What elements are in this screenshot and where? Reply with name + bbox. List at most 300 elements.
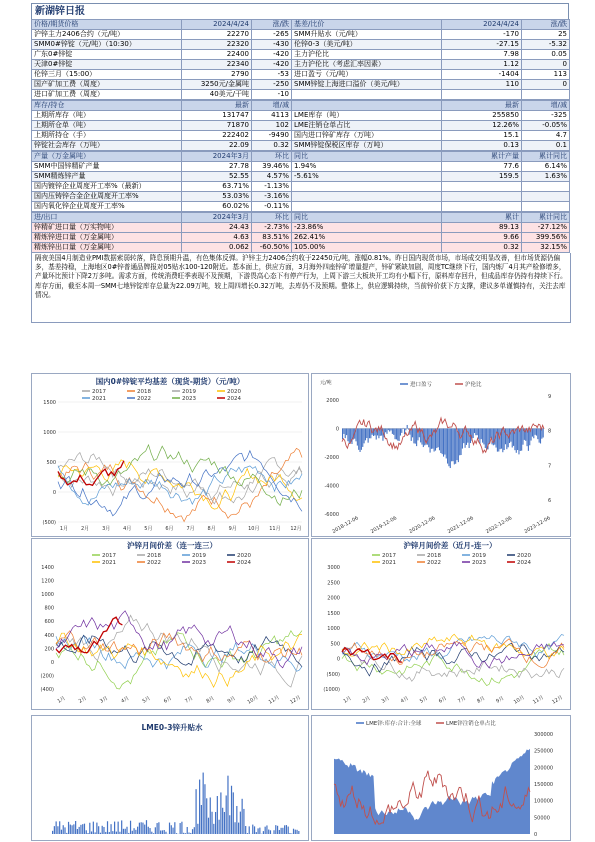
- table-cell: 2024/4/24: [182, 20, 252, 30]
- bar: [105, 832, 106, 834]
- axis-tick-label: 6: [548, 498, 552, 504]
- bar: [532, 429, 533, 437]
- bar: [427, 429, 428, 445]
- table-row: [32, 90, 570, 100]
- bar: [405, 429, 406, 431]
- bar: [57, 826, 58, 834]
- table-row: [32, 121, 570, 131]
- table-cell: 主力沪伦比（考虑汇率因素）: [292, 60, 442, 70]
- axis-tick-label: 8: [548, 428, 552, 435]
- bar: [100, 833, 101, 834]
- bar: [399, 429, 400, 441]
- axis-tick-label: 7月: [186, 526, 195, 532]
- table-row: [32, 202, 570, 212]
- table-cell: SMM精炼锌产量: [32, 172, 182, 182]
- table-cell: 63.71%: [182, 182, 252, 192]
- bar: [86, 830, 87, 834]
- table-cell: 262.41%: [292, 233, 442, 243]
- bar: [408, 429, 409, 430]
- table-cell: 累计同比: [522, 152, 570, 162]
- table-cell: 39.46%: [252, 162, 292, 172]
- axis-tick-label: 2月: [77, 695, 88, 705]
- table-row: [32, 60, 570, 70]
- bar: [395, 429, 396, 440]
- bar: [493, 429, 494, 446]
- table-cell: 国内进口锌矿库存（万吨）: [292, 131, 442, 141]
- bar: [537, 429, 538, 440]
- table-cell: 价格/期货价格: [32, 20, 182, 30]
- bar: [68, 822, 69, 834]
- legend-label: 2024: [237, 560, 251, 566]
- table-cell: 最新: [442, 101, 522, 111]
- table-cell: -3.16%: [252, 192, 292, 202]
- axis-tick-label: (200): [40, 673, 54, 680]
- bar: [181, 822, 182, 834]
- bar: [102, 826, 103, 834]
- bar: [238, 823, 239, 834]
- table-cell: 沪锌主力2406合约（元/吨）: [32, 30, 182, 40]
- table-cell: [442, 90, 522, 100]
- bar: [114, 822, 115, 834]
- bar: [219, 820, 220, 834]
- table-cell: [292, 101, 442, 111]
- bar: [128, 833, 129, 834]
- bar: [393, 429, 394, 435]
- bar: [229, 815, 230, 834]
- bar: [273, 830, 274, 834]
- table-cell: 2024/4/24: [442, 20, 522, 30]
- bar: [479, 429, 480, 444]
- axis-tick-label: 7月: [457, 695, 468, 705]
- bar: [148, 827, 149, 834]
- table-row: [32, 172, 570, 182]
- bar: [215, 812, 216, 834]
- bar: [256, 832, 257, 834]
- table-row: [32, 30, 570, 40]
- bar: [211, 812, 212, 834]
- axis-tick-label: 600: [44, 619, 54, 626]
- bar: [249, 826, 250, 834]
- series-line: [56, 631, 302, 663]
- axis-tick-label: (500): [42, 520, 56, 526]
- bar: [63, 825, 64, 834]
- bar: [247, 833, 248, 834]
- axis-tick-label: 2018-12-06: [331, 515, 360, 535]
- table-cell: 4.7: [522, 131, 570, 141]
- legend-label: 2022: [137, 396, 151, 402]
- bar: [477, 429, 478, 436]
- table-cell: LME注销仓单占比: [292, 121, 442, 131]
- bar: [440, 429, 441, 454]
- axis-tick-label: 150000: [534, 782, 554, 788]
- bar: [396, 429, 397, 440]
- table-cell: -2.73%: [252, 223, 292, 233]
- legend-label: 2023: [182, 396, 196, 402]
- bar: [288, 827, 289, 834]
- bar: [293, 829, 294, 834]
- bar: [224, 812, 225, 834]
- table-cell: 上期所仓单（吨）: [32, 121, 182, 131]
- bar: [358, 429, 359, 450]
- bar: [498, 429, 499, 452]
- table-cell: 国产矿加工费（周度）: [32, 80, 182, 90]
- table-cell: 2024年3月: [182, 213, 252, 223]
- table-cell: [522, 202, 570, 212]
- bar: [473, 429, 474, 439]
- table-row: [32, 131, 570, 141]
- bar: [188, 832, 189, 834]
- bar: [213, 824, 214, 834]
- bar: [430, 429, 431, 453]
- bar: [510, 429, 511, 442]
- axis-tick-label: 11月: [269, 526, 281, 532]
- bar: [270, 830, 271, 834]
- table-cell: 0: [522, 60, 570, 70]
- bar: [366, 429, 367, 439]
- table-row: [32, 162, 570, 172]
- axis-tick-label: 8月: [476, 695, 487, 705]
- bar: [450, 429, 451, 469]
- table-cell: 累计产量: [442, 152, 522, 162]
- bar: [362, 429, 363, 447]
- bar: [361, 429, 362, 450]
- table-cell: -27.12%: [522, 223, 570, 233]
- axis-tick-label: 1月: [56, 695, 67, 705]
- bar: [289, 833, 290, 834]
- axis-tick-label: 100000: [534, 798, 554, 805]
- series-line: [58, 448, 302, 521]
- bar: [174, 822, 175, 834]
- bar: [522, 429, 523, 445]
- legend-label: 2019: [182, 389, 196, 395]
- bar: [259, 828, 260, 834]
- bar: [79, 827, 80, 834]
- bar: [197, 824, 198, 834]
- table-cell: 0.32: [252, 141, 292, 151]
- table-cell: 锌精矿进口量（万实物吨）: [32, 223, 182, 233]
- table-cell: 113: [522, 70, 570, 80]
- bar: [56, 821, 57, 834]
- table-cell: SMM锌锭保税区库存（万吨）: [292, 141, 442, 151]
- bar: [243, 809, 244, 834]
- table-cell: 2024年3月: [182, 152, 252, 162]
- bar: [98, 826, 99, 834]
- bar: [227, 776, 228, 834]
- bar: [110, 824, 111, 834]
- table-cell: -10: [252, 90, 292, 100]
- table-cell: 24.43: [182, 223, 252, 233]
- bar: [407, 425, 408, 429]
- bar: [208, 818, 209, 834]
- table-cell: [522, 90, 570, 100]
- bar: [496, 429, 497, 448]
- bar: [118, 822, 119, 834]
- table-cell: [442, 192, 522, 202]
- bar: [469, 429, 470, 449]
- area-series: [334, 749, 530, 834]
- axis-tick-label: 1000: [327, 626, 340, 632]
- table-cell: 83.51%: [252, 233, 292, 243]
- bar: [234, 822, 235, 834]
- legend-label: 2018: [137, 389, 151, 395]
- chart-title: 沪锌月间价差（近月-连一）: [403, 541, 497, 550]
- axis-tick-label: 12月: [290, 526, 302, 532]
- table-cell: -325: [522, 111, 570, 121]
- table-cell: 22270: [182, 30, 252, 40]
- axis-tick-label: 6月: [437, 695, 448, 705]
- table-row: [32, 233, 570, 243]
- table-cell: 环比: [252, 213, 292, 223]
- table-cell: 上期所库存（吨）: [32, 111, 182, 121]
- axis-tick-label: 2000: [327, 595, 340, 602]
- axis-tick-label: 1000: [43, 430, 56, 436]
- bar: [462, 429, 463, 449]
- bar: [96, 823, 97, 834]
- bar: [180, 823, 181, 834]
- table-cell: -60.50%: [252, 243, 292, 253]
- bar: [474, 429, 475, 434]
- legend-label: 2018: [427, 553, 441, 559]
- bar: [52, 831, 53, 834]
- table-cell: 0.05: [522, 50, 570, 60]
- bar: [126, 827, 127, 834]
- bar: [245, 826, 246, 834]
- bar: [153, 833, 154, 834]
- bar: [389, 429, 390, 432]
- axis-tick-label: 0: [534, 832, 538, 838]
- table-cell: SMM锌锭上海进口溢价（美元/吨）: [292, 80, 442, 90]
- table-cell: 同比: [292, 213, 442, 223]
- bar: [343, 429, 344, 434]
- legend-label: 2017: [102, 553, 116, 559]
- legend-label: 2022: [147, 560, 161, 566]
- table-cell: 涨/跌: [252, 20, 292, 30]
- axis-tick-label: 2020-12-06: [408, 515, 437, 535]
- stock-table: [31, 100, 570, 151]
- bar: [486, 429, 487, 450]
- bar: [123, 829, 124, 834]
- bar: [59, 821, 60, 834]
- bar: [296, 830, 297, 834]
- table-row: [32, 80, 570, 90]
- table-cell: 进/出口: [32, 213, 182, 223]
- axis-tick-label: (1000): [323, 687, 340, 693]
- market-commentary: 隔夜美国4月制造业PMI数据索弱转落，降息预期升温，有色集体反弹。沪锌主力2406合约收于22450元/吨，涨幅0.81%。昨日国内现货市场，市场成交明显改善，但市场货源仍偏多，基差持稳，上海地区0#锌普通品牌报对05贴水100-120附近。基本面上，供应方面，3月海外四座锌矿增量提产，锌矿紧缺加剧，周度TC继续下行，国内炼厂4月其产检修增多，产量环比预计下降2万多吨。需求方面，传统消费旺季表现不及预期，下游畏高心态下有停产行为，上周下游三大板块开工均有小幅下行，原料库存回升，但成品库存仍持有持续下行。库存方面，截至本周一SMM七地锌锭库存总量为22.09万吨，较上周四增长0.32万吨，去库仍不及预期。整体上，供应逻辑持续，当前锌价获下方支撑，建议多单谨慎持有，关注去库情况。: [31, 253, 571, 323]
- axis-tick-label: 8月: [207, 526, 216, 532]
- axis-tick-label: 10月: [248, 526, 260, 532]
- table-row: [32, 70, 570, 80]
- bar: [133, 828, 134, 834]
- bar: [61, 830, 62, 834]
- table-cell: 4113: [252, 111, 292, 121]
- table-cell: 159.5: [442, 172, 522, 182]
- axis-tick-label: 1月: [342, 695, 353, 705]
- bar: [139, 823, 140, 834]
- chart-lme-stock: [311, 715, 571, 841]
- table-cell: 0: [522, 80, 570, 90]
- bar: [116, 832, 117, 834]
- axis-tick-label: 12月: [551, 694, 564, 706]
- table-cell: 产量（万金属吨）: [32, 152, 182, 162]
- bar: [459, 429, 460, 456]
- bar: [516, 429, 517, 453]
- legend-label: 2021: [382, 560, 396, 566]
- legend-label: LME锌:库存:合计:全球: [366, 721, 422, 727]
- axis-tick-label: -2000: [324, 455, 339, 461]
- bar: [217, 796, 218, 834]
- bar: [454, 429, 455, 465]
- table-cell: -9490: [252, 131, 292, 141]
- table-cell: 进口盈亏（元/吨）: [292, 70, 442, 80]
- table-cell: -170: [442, 30, 522, 40]
- table-cell: -420: [252, 50, 292, 60]
- axis-tick-label: 400: [44, 632, 54, 639]
- bar: [298, 831, 299, 834]
- axis-tick-label: (400): [40, 687, 54, 693]
- axis-tick-label: 7月: [184, 695, 195, 705]
- bar: [204, 784, 205, 834]
- table-cell: 71870: [182, 121, 252, 131]
- table-cell: 增/减: [522, 101, 570, 111]
- table-cell: 7.98: [442, 50, 522, 60]
- table-cell: 89.13: [442, 223, 522, 233]
- bar: [162, 830, 163, 834]
- bar: [451, 429, 452, 462]
- table-cell: 2790: [182, 70, 252, 80]
- bar: [540, 429, 541, 444]
- legend-label: 2020: [237, 553, 251, 559]
- bar: [442, 429, 443, 455]
- bar: [485, 429, 486, 449]
- table-cell: [522, 182, 570, 192]
- table-row: [32, 111, 570, 121]
- axis-tick-label: 4月: [120, 695, 131, 705]
- legend-label: 2024: [517, 560, 531, 566]
- table-row: [32, 50, 570, 60]
- bar: [483, 429, 484, 445]
- bar: [482, 429, 483, 443]
- table-cell: 4.63: [182, 233, 252, 243]
- axis-tick-label: 5月: [144, 526, 153, 532]
- bar: [71, 825, 72, 834]
- table-cell: [292, 90, 442, 100]
- table-cell: [292, 182, 442, 192]
- bar: [112, 831, 113, 834]
- bar: [448, 429, 449, 467]
- axis-tick-label: 3000: [327, 565, 340, 571]
- table-row: [32, 141, 570, 151]
- bar: [132, 831, 133, 834]
- axis-tick-label: -6000: [324, 512, 339, 518]
- table-row: [32, 20, 570, 30]
- table-cell: 22340: [182, 60, 252, 70]
- table-cell: 天津0#锌锭: [32, 60, 182, 70]
- bar: [443, 429, 444, 457]
- legend-label: 进口盈亏: [410, 382, 433, 388]
- bar: [158, 822, 159, 834]
- table-cell: 1.63%: [522, 172, 570, 182]
- bar: [506, 429, 507, 450]
- bar: [401, 429, 402, 433]
- price-basis-table: [31, 19, 570, 100]
- bar: [268, 830, 269, 834]
- bar: [543, 429, 544, 438]
- table-cell: 累计: [442, 213, 522, 223]
- bar: [75, 821, 76, 834]
- bar: [263, 831, 264, 834]
- table-cell: 精炼锌进口量（万金属吨）: [32, 233, 182, 243]
- bar: [403, 428, 404, 429]
- chart-spread-near-1: [311, 538, 571, 710]
- bar: [444, 429, 445, 455]
- table-cell: LME库存（吨）: [292, 111, 442, 121]
- axis-tick-label: 2000: [326, 398, 339, 404]
- table-cell: 0.062: [182, 243, 252, 253]
- table-cell: SMM升贴水（元/吨）: [292, 30, 442, 40]
- bar: [461, 429, 462, 456]
- table-cell: 精炼锌出口量（万金属吨）: [32, 243, 182, 253]
- bar: [467, 429, 468, 443]
- axis-tick-label: 1月: [59, 526, 69, 532]
- bar: [73, 824, 74, 834]
- bar: [533, 429, 534, 439]
- bar: [242, 799, 243, 834]
- bar: [536, 429, 537, 436]
- legend-label: 2019: [472, 553, 486, 559]
- bar: [386, 429, 387, 434]
- bar: [64, 827, 65, 834]
- bar: [93, 822, 94, 834]
- bar: [87, 833, 88, 834]
- chart-title: 国内0#锌锭平均基差（现货-期货）（元/吨）: [95, 377, 245, 386]
- bar: [456, 429, 457, 461]
- bar: [144, 825, 145, 834]
- bar: [520, 429, 521, 451]
- bar: [210, 797, 211, 834]
- bar: [121, 820, 122, 834]
- trade-table: [31, 212, 570, 253]
- bar: [517, 429, 518, 450]
- table-row: [32, 243, 570, 253]
- bar: [135, 830, 136, 834]
- bar: [364, 429, 365, 444]
- table-cell: 国内氧化锌企业周度开工率%: [32, 202, 182, 212]
- table-cell: 主力沪伦比: [292, 50, 442, 60]
- table-cell: 进口矿加工费（周度）: [32, 90, 182, 100]
- legend-label: 2023: [472, 560, 486, 566]
- bar: [233, 792, 234, 834]
- table-cell: [442, 182, 522, 192]
- series-line: [342, 639, 564, 668]
- table-cell: 广东0#锌锭: [32, 50, 182, 60]
- table-row: [32, 223, 570, 233]
- table-cell: 15.1: [442, 131, 522, 141]
- table-cell: 9.66: [442, 233, 522, 243]
- bar: [281, 828, 282, 834]
- axis-tick-label: 8月: [205, 695, 216, 705]
- table-cell: -250: [252, 80, 292, 90]
- bar: [357, 429, 358, 446]
- table-cell: 锌锭社会库存（万吨）: [32, 141, 182, 151]
- legend-label: 2017: [92, 389, 106, 395]
- bar: [203, 773, 204, 834]
- bar: [142, 823, 143, 834]
- table-cell: [442, 202, 522, 212]
- table-cell: 国内镀锌企业周度开工率%（最新）: [32, 182, 182, 192]
- bar: [54, 826, 55, 834]
- table-cell: [292, 202, 442, 212]
- bar: [103, 827, 104, 834]
